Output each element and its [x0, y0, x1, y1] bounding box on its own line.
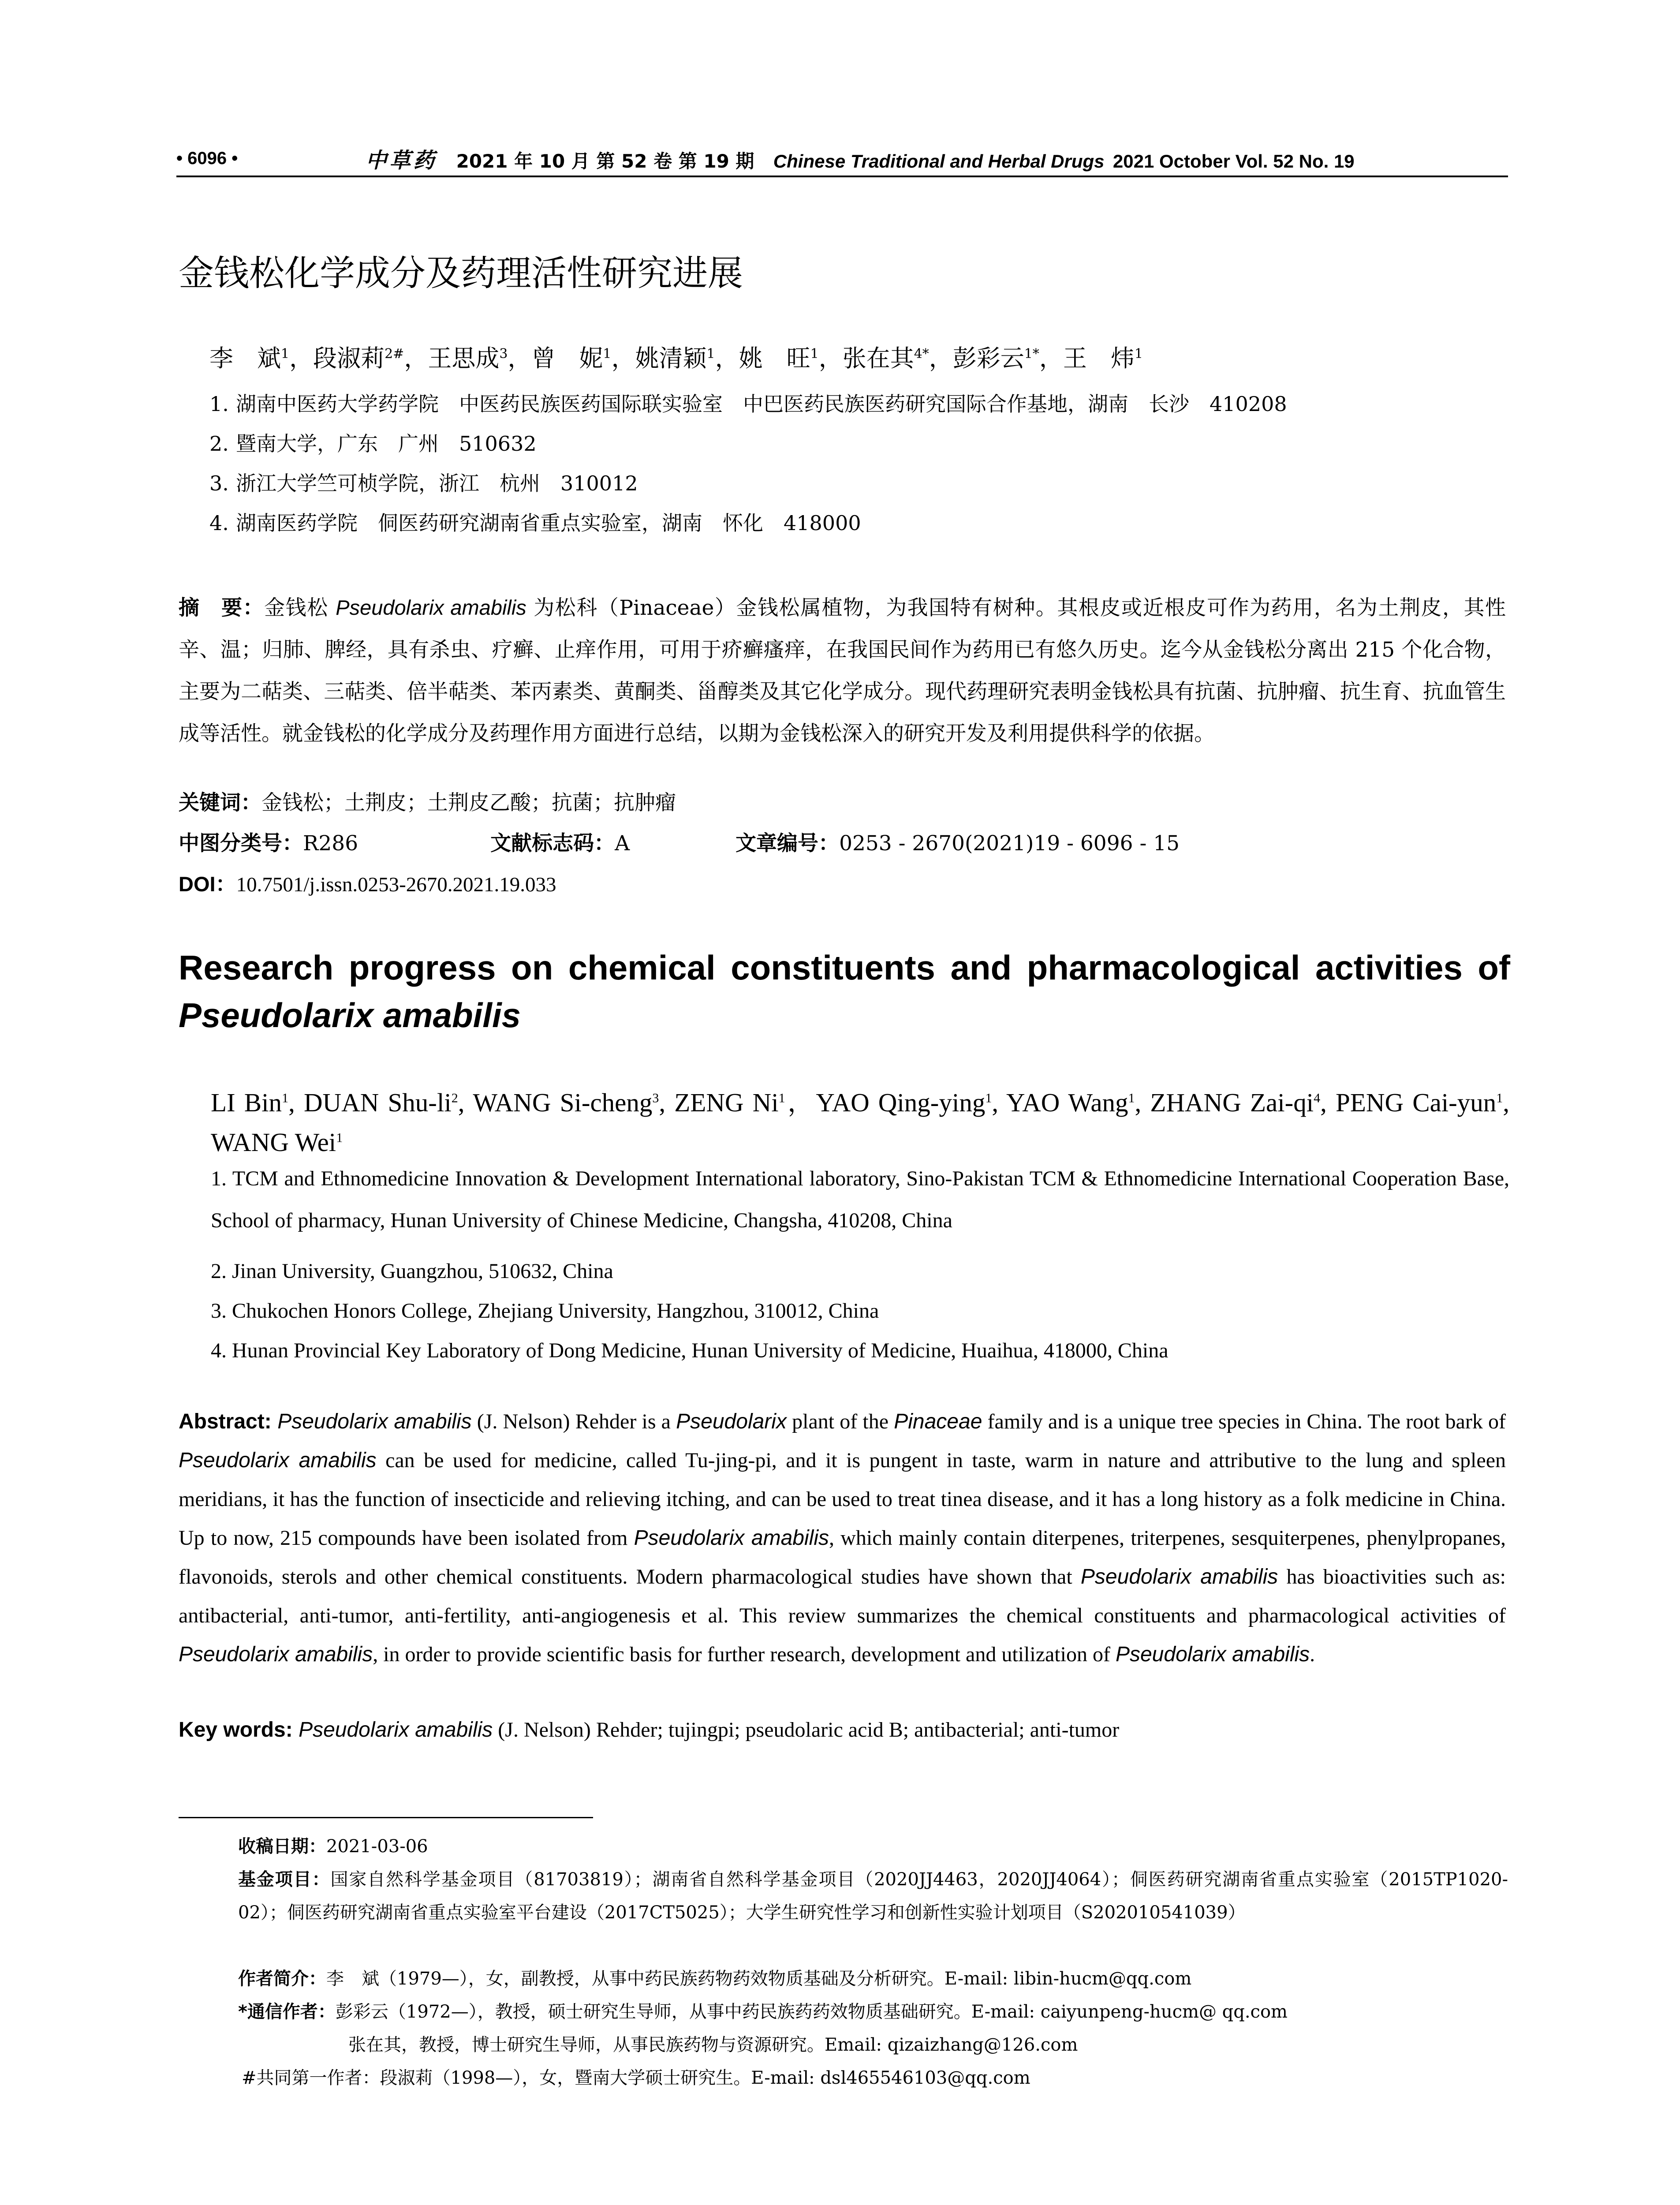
page-number: • 6096 •	[176, 148, 238, 168]
author-name: 姚 旺	[739, 344, 810, 372]
author-affiliation-mark: 1	[778, 1091, 785, 1106]
author-affiliation-mark: 1	[810, 346, 819, 362]
author-name: 张在其	[842, 344, 914, 372]
author-name: 彭彩云	[952, 344, 1024, 372]
author-name: 李 斌	[209, 344, 281, 372]
abstract-label: 摘 要：	[179, 596, 265, 620]
footnote-fund: 基金项目：国家自然科学基金项目（81703819）；湖南省自然科学基金项目（2020JJ4463，2020JJ4064）；侗医药研究湖南省重点实验室（2015TP1020-02）；侗医药研究湖南省重点实验室平台建设（2017CT5025）；大学生研究性学习和创新性实验计划项目（S202010541039）	[238, 1869, 1508, 1923]
chinese-keywords: 关键词：金钱松；土荆皮；土荆皮乙酸；抗菌；抗肿瘤	[179, 791, 676, 815]
chinese-affiliation: 3. 浙江大学竺可桢学院，浙江 杭州 310012	[209, 471, 638, 495]
author-affiliation-mark: 1*	[1024, 346, 1039, 362]
english-abstract: Abstract: Pseudolarix amabilis (J. Nelson) Rehder is a Pseudolarix plant of the Pinaceae family and is a unique tree species in China. The root bark of Pseudolarix amabilis can be used for medicine, called Tu-jing-pi, and it is pungent in taste, warm in nature and attributive to the lung and spleen meridians, it has the function of insecticide and relieving itching, and can be used to treat tinea disease, and it has a long history as a folk medicine in China. Up to now, 215 compounds have been isolated from Pseudolarix amabilis, which mainly contain diterpenes, triterpenes, sesquiterpenes, phenylpropanes, flavonoids, sterols and other chemical constituents. Modern pharmacological studies have shown that Pseudolarix amabilis has bioactivities such as: antibacterial, anti-tumor, anti-fertility, anti-angiogenesis et al. This review summarizes the chemical constituents and pharmacological activities of Pseudolarix amabilis, in order to provide scientific basis for further research, development and utilization of Pseudolarix amabilis.	[179, 1410, 1506, 1666]
author-name: ZHANG Zai-qi	[1150, 1088, 1314, 1117]
classification-line: 中图分类号：R286 文献标志码：A 文章编号：0253 - 2670(2021)19 - 6096 - 15	[179, 831, 1180, 856]
author-affiliation-mark: 2	[451, 1091, 458, 1106]
author-affiliation-mark: 1	[281, 346, 290, 362]
author-affiliation-mark: 3	[499, 346, 508, 362]
doi: DOI：10.7501/j.issn.0253-2670.2021.19.033	[179, 872, 556, 896]
footnote-corresponding: *通信作者：彭彩云（1972—），教授，硕士研究生导师，从事中药民族药药效物质基础研究。E-mail: caiyunpeng-hucm@ qq.com	[238, 2002, 1288, 2022]
author-affiliation-mark: 4*	[914, 346, 929, 362]
journal-logo: 中草药	[366, 148, 437, 173]
author-name: 段淑莉	[313, 344, 385, 372]
footnote-corresponding-2: 张在其，教授，博士研究生导师，从事民族药物与资源研究。Email: qizaizhang@126.com	[348, 2035, 1078, 2055]
author-name: 王 炜	[1063, 344, 1135, 372]
english-affiliation: 3. Chukochen Honors College, Zhejiang University, Hangzhou, 310012, China	[211, 1299, 879, 1323]
english-affiliation: 1. TCM and Ethnomedicine Innovation & Development International laboratory, Sino-Pakistan TCM & Ethnomedicine International Cooperation Base, School of pharmacy, Hunan University of Chinese Medicine, Changsha, 410208, China	[211, 1167, 1509, 1232]
english-affiliation: 2. Jinan University, Guangzhou, 510632, China	[211, 1259, 613, 1283]
author-affiliation-mark: 1	[336, 1130, 343, 1145]
chinese-affiliation: 4. 湖南医药学院 侗医药研究湖南省重点实验室，湖南 怀化 418000	[209, 511, 861, 535]
chinese-affiliation: 1. 湖南中医药大学药学院 中医药民族医药国际联实验室 中巴医药民族医药研究国际合作基地，湖南 长沙 410208	[209, 392, 1287, 416]
author-name: 王思成	[428, 344, 500, 372]
english-title: Research progress on chemical constituents and pharmacological activities of Pseudolarix amabilis	[179, 948, 1510, 1035]
author-name: LI Bin	[211, 1088, 282, 1117]
author-affiliation-mark: 1	[1128, 1091, 1135, 1106]
author-affiliation-mark: 1	[282, 1091, 289, 1106]
english-affiliation: 4. Hunan Provincial Key Laboratory of Dong Medicine, Hunan University of Medicine, Huaihua, 418000, China	[211, 1339, 1169, 1362]
author-name: WANG Wei	[211, 1128, 336, 1157]
journal-issue-cn: 2021 年 10 月 第 52 卷 第 19 期	[456, 150, 754, 172]
footnote-author-bio: 作者简介：李 斌（1979—），女，副教授，从事中药民族药物药效物质基础及分析研究。E-mail: libin-hucm@qq.com	[238, 1969, 1192, 1989]
author-name: YAO Wang	[1006, 1088, 1128, 1117]
author-affiliation-mark: 1	[603, 346, 612, 362]
footnote-rule	[179, 1817, 593, 1818]
footnote-cofirst: #共同第一作者：段淑莉（1998—），女，暨南大学硕士研究生。E-mail: dsl465546103@qq.com	[242, 2068, 1030, 2088]
author-affiliation-mark: 1	[1496, 1091, 1503, 1106]
author-name: WANG Si-cheng	[473, 1088, 653, 1117]
author-name: 姚清颖	[635, 344, 707, 372]
author-name: ZENG Ni	[674, 1088, 779, 1117]
author-name: DUAN Shu-li	[303, 1088, 452, 1117]
header-rule	[176, 176, 1508, 177]
author-affiliation-mark: 1	[985, 1091, 992, 1106]
author-name: 曾 妮	[531, 344, 603, 372]
author-affiliation-mark: 1	[1134, 346, 1143, 362]
author-name: PENG Cai-yun	[1336, 1088, 1497, 1117]
chinese-abstract: 摘 要：金钱松 Pseudolarix amabilis 为松科（Pinaceae）金钱松属植物，为我国特有树种。其根皮或近根皮可作为药用，名为土荆皮，其性辛、温；归肺、脾经，具有杀虫、疗癣、止痒作用，可用于疥癣瘙痒，在我国民间作为药用已有悠久历史。迄今从金钱松分离出 215 个化合物，主要为二萜类、三萜类、倍半萜类、苯丙素类、黄酮类、甾醇类及其它化学成分。现代药理研究表明金钱松具有抗菌、抗肿瘤、抗生育、抗血管生成等活性。就金钱松的化学成分及药理作用方面进行总结，以期为金钱松深入的研究开发及利用提供科学的依据。	[179, 596, 1506, 746]
author-affiliation-mark: 4	[1314, 1091, 1321, 1106]
abstract-label: Abstract:	[179, 1410, 272, 1433]
running-header	[176, 145, 1508, 172]
author-affiliation-mark: 2#	[385, 346, 404, 362]
footnote-received: 收稿日期：2021-03-06	[238, 1836, 428, 1857]
english-keywords: Key words: Pseudolarix amabilis (J. Nelson) Rehder; tujingpi; pseudolaric acid B; antibacterial; anti-tumor	[179, 1718, 1120, 1742]
author-affiliation-mark: 3	[652, 1091, 659, 1106]
author-name: YAO Qing-ying	[816, 1088, 986, 1117]
chinese-title: 金钱松化学成分及药理活性研究进展	[179, 253, 743, 294]
english-authors: LI Bin$^1$, DUAN Shu-$li^2$, WANG Si-cheng$^3$, ZENG Ni$^1$，YAO Qing-ying$^1$, YAO Wang$^1$, ZHANG Zai-$qi^4$, PENG Cai-yun$^1$, WANG Wei$^1$	[211, 1088, 1510, 1157]
journal-issue-en: 2021 October Vol. 52 No. 19	[1113, 150, 1355, 172]
chinese-affiliation: 2. 暨南大学，广东 广州 510632	[209, 432, 537, 456]
journal-name-en: Chinese Traditional and Herbal Drugs	[773, 150, 1105, 172]
journal-info	[366, 143, 1354, 174]
author-affiliation-mark: 1	[706, 346, 715, 362]
chinese-authors: 李 斌$^1$，段淑莉$^{2\#}$，王思成$^3$，曾 妮$^1$，姚清颖$^1$，姚 旺$^1$，张在其$^{4*}$，彭彩云$^{1*}$，王 炜$^1$	[209, 344, 1143, 372]
